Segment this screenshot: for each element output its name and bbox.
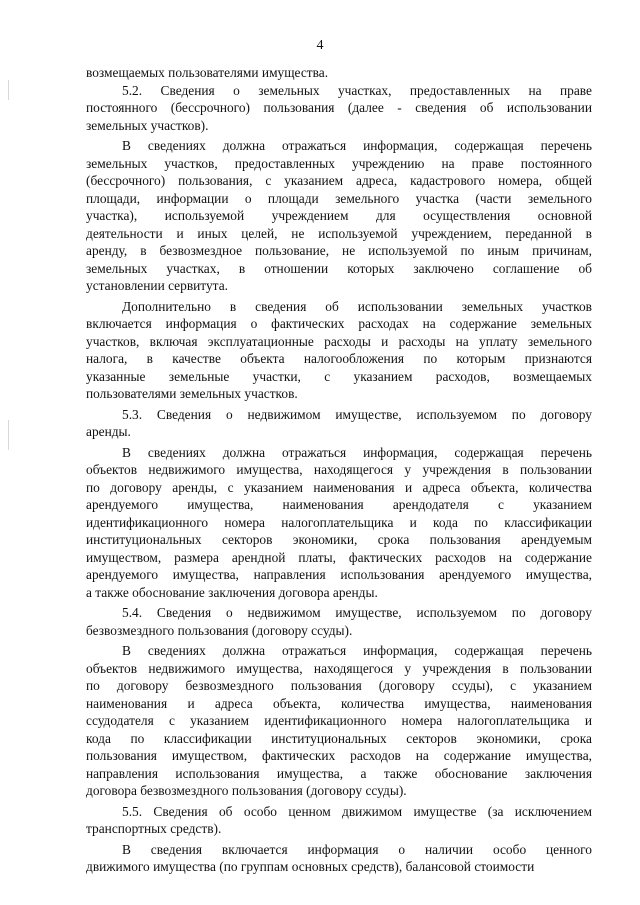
text-line: имуществом, размера арендной платы, фактических расходов на содержание [86, 549, 592, 565]
text-line: а также обоснование заключения договора аренды. [86, 584, 378, 600]
text-line: арендуемого имущества, направления использования арендуемого имущества, [86, 567, 592, 582]
text-line: участка), используемой учреждением для осуществления основной [86, 208, 592, 223]
text-line: безвозмездного пользования (договору ссуды). [86, 622, 353, 638]
text-line: указанные земельные участки, с указанием расходов, возмещаемых [86, 368, 592, 384]
text-line: участков, включая эксплуатационные расходы и расходы на уплату земельного [86, 333, 592, 349]
text-line: институциональных секторов экономики, срока пользования арендуемым [86, 532, 592, 547]
text-line: возмещаемых пользователями имущества. [86, 65, 329, 80]
text-line: объектов недвижимого имущества, находящегося у учреждения в пользовании [86, 660, 592, 676]
text-line: постоянного (бессрочного) пользования (далее - сведения об использовании [86, 100, 592, 115]
text-line: по договору аренды, с указанием наименования и адреса объекта, количества [86, 479, 592, 495]
text-line: земельных участках, в отношении которых заключено соглашение об [86, 260, 592, 276]
text-line: (бессрочного) пользования, с указанием адреса, кадастрового номера, общей [86, 173, 592, 188]
text-line: налога, в качестве объекта налогообложения по которым признаются [86, 351, 592, 366]
text-line: пользователями земельных участков. [86, 386, 298, 401]
paragraph [86, 137, 592, 295]
paragraph [86, 406, 592, 441]
text-line: ссудодателя с указанием идентификационного номера налогоплательщика и [86, 713, 592, 728]
text-line: идентификационного номера налогоплательщика и кода по классификации [86, 514, 592, 530]
paragraph [86, 604, 592, 639]
scan-edge-mark [8, 420, 9, 450]
paragraph [86, 298, 592, 403]
text-line: Дополнительно в сведения об использовании земельных участков [122, 298, 592, 314]
text-line: площади, информации о площади земельного участка (части земельного [86, 190, 592, 206]
paragraph [86, 444, 592, 602]
text-line: арендуемого имущества, наименования арендодателя с указанием [86, 497, 592, 512]
paragraph [86, 64, 592, 82]
scan-edge-mark [8, 80, 9, 100]
text-line: 5.2. Сведения о земельных участках, предоставленных на праве [122, 82, 592, 98]
text-line: 5.3. Сведения о недвижимом имуществе, используемом по договору [122, 406, 592, 422]
text-line: договора безвозмездного пользования (договору ссуды). [86, 783, 407, 798]
text-line: включается информация о фактических расходах на содержание земельных [86, 316, 592, 331]
paragraph [86, 841, 592, 876]
text-line: наименования и адреса объекта, количества имущества, наименования [86, 695, 592, 711]
text-line: В сведениях должна отражаться информация, содержащая перечень [122, 444, 592, 460]
paragraph [86, 82, 592, 135]
document-body [86, 64, 592, 876]
text-line: В сведениях должна отражаться информация, содержащая перечень [122, 138, 592, 153]
text-line: В сведениях должна отражаться информация, содержащая перечень [122, 643, 592, 658]
text-line: аренды. [86, 424, 131, 439]
text-line: объектов недвижимого имущества, находящегося у учреждения в пользовании [86, 462, 592, 477]
text-line: аренду, в безвозмездное пользование, не используемой по иным причинам, [86, 243, 592, 258]
text-line: кода по классификации институциональных секторов экономики, срока [86, 730, 592, 746]
text-line: земельных участков). [86, 117, 209, 133]
paragraph [86, 642, 592, 800]
text-line: пользования имуществом, фактических расходов на содержание имущества, [86, 748, 592, 763]
text-line: 5.4. Сведения о недвижимом имуществе, используемом по договору [122, 605, 592, 620]
text-line: 5.5. Сведения об особо ценном движимом имуществе (за исключением [122, 803, 592, 819]
text-line: установлении сервитута. [86, 278, 228, 293]
text-line: транспортных средств). [86, 821, 222, 836]
paragraph [86, 803, 592, 838]
text-line: направления использования имущества, а также обоснование заключения [86, 765, 592, 781]
page-number: 4 [316, 38, 324, 53]
text-line: В сведения включается информация о наличии особо ценного [122, 841, 592, 857]
text-line: движимого имущества (по группам основных средств), балансовой стоимости [86, 859, 535, 874]
text-line: земельных участков, предоставленных учреждению на праве постоянного [86, 155, 592, 171]
text-line: по договору безвозмездного пользования (договору ссуды), с указанием [86, 678, 592, 693]
text-line: деятельности и иных целей, не используемой учреждением, переданной в [86, 225, 592, 241]
